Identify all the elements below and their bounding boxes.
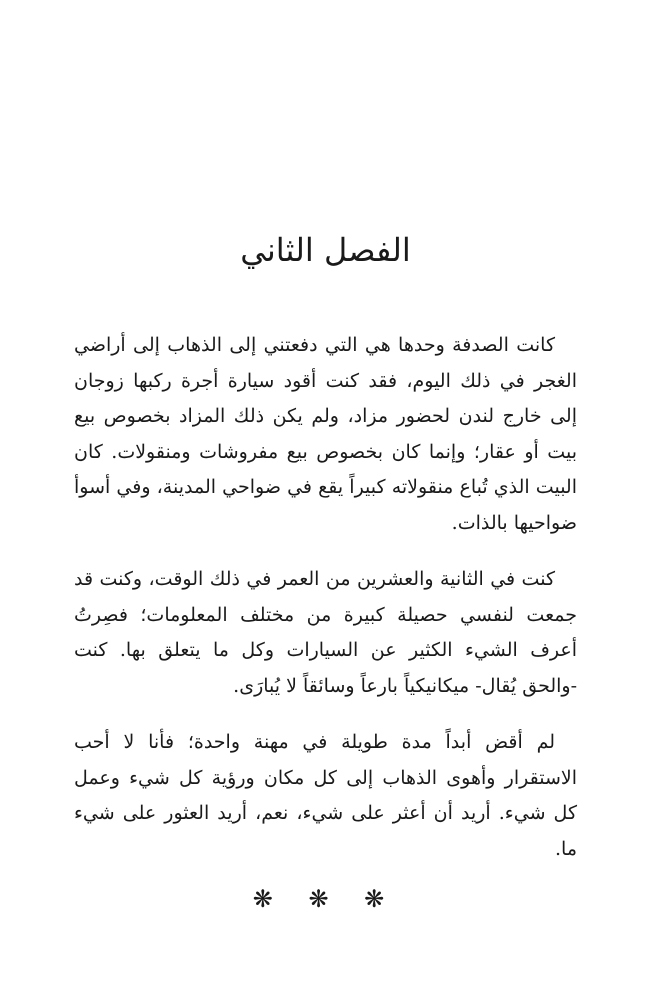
book-page <box>74 0 577 1000</box>
paragraph-2: كنت في الثانية والعشرين من العمر في ذلك الوقت، وكنت قد جمعت لنفسي حصيلة كبيرة من مختلف المعلومات؛ فصِرتُ أعرف الشيء الكثير عن السيارات وكل ما يتعلق بها. كنت -والحق يُقال- ميكانيكياً بارعاً وسائقاً لا يُبارَى. <box>74 568 577 697</box>
paragraph-1: كانت الصدفة وحدها هي التي دفعتني إلى الذهاب إلى أراضي الغجر في ذلك اليوم، فقد كنت أقود سيارة أجرة ركبها زوجان إلى خارج لندن لحضور مزاد، ولم يكن ذلك المزاد بخصوص بيع بيت أو عقار؛ وإنما كان بخصوص بيع مفروشات ومنقولات. كان البيت الذي تُباع منقولاته كبيراً يقع في ضواحي المدينة، وفي أسوأ ضواحيها بالذات. <box>74 334 577 534</box>
paragraph-3: لم أقض أبداً مدة طويلة في مهنة واحدة؛ فأنا لا أحب الاستقرار وأهوى الذهاب إلى كل مكان ورؤية كل شيء وعمل كل شيء. أريد أن أعثر على شيء، نعم، أريد العثور على شيء ما. <box>74 731 577 860</box>
chapter-title: الفصل الثاني <box>240 231 411 269</box>
chapter-body <box>74 328 577 888</box>
section-separator: ❋ ❋ ❋ <box>252 885 399 913</box>
